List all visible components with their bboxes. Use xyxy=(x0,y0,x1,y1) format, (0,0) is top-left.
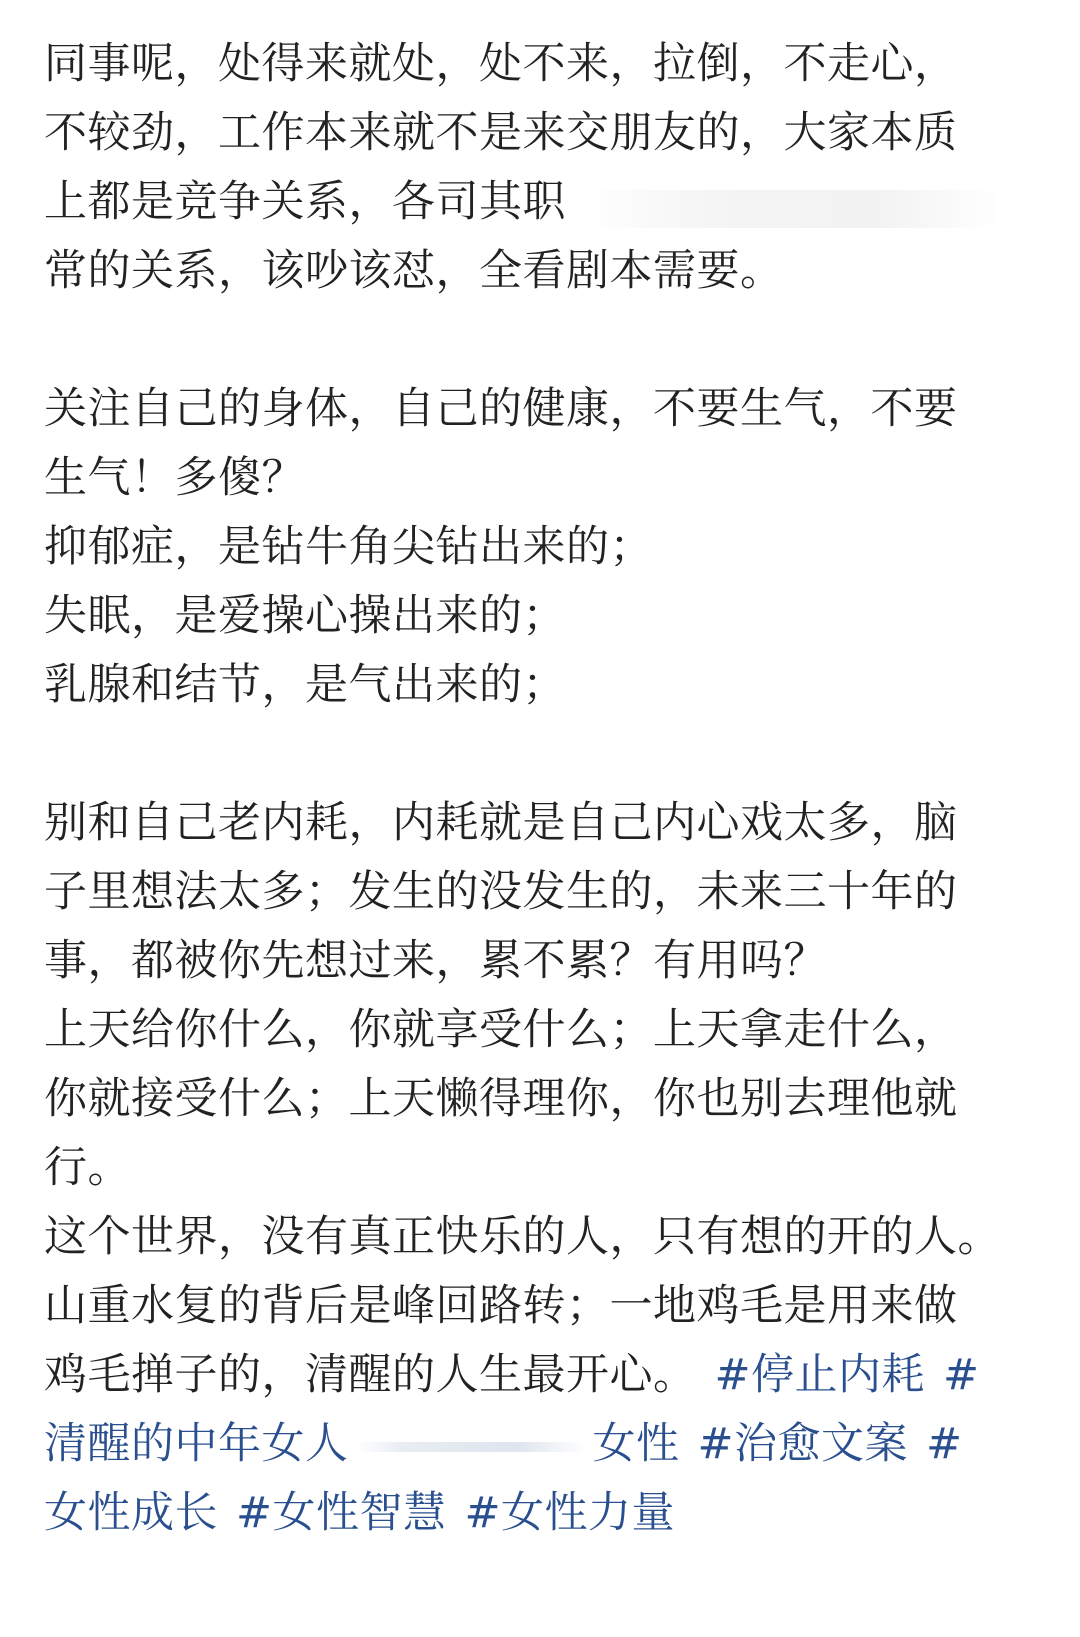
post-body xyxy=(44,30,1044,1548)
text-line: 行。 xyxy=(44,1143,131,1193)
text-line: 生气！多傻？ xyxy=(44,453,305,503)
hashtag-link-healing-copy[interactable]: #治愈文案 xyxy=(697,1419,909,1469)
text-line: 子里想法太多；发生的没发生的，未来三十年的 xyxy=(44,867,958,917)
hashtag-link-female-growth[interactable]: 女性成长 xyxy=(44,1488,218,1538)
hashtag-link-sober-middle-aged-woman-start[interactable]: # xyxy=(943,1350,980,1400)
text-line: 关注自己的身体，自己的健康，不要生气，不要 xyxy=(44,384,958,434)
text-line xyxy=(44,1479,1044,1548)
hashtag-link-female-power[interactable]: #女性力量 xyxy=(464,1488,676,1538)
paragraph-gap xyxy=(44,720,1044,789)
text-line: 抑郁症，是钻牛角尖钻出来的； xyxy=(44,522,653,572)
text-segment: 鸡毛掸子的，清醒的人生最开心。 xyxy=(44,1350,697,1400)
text-line: 乳腺和结节，是气出来的； xyxy=(44,660,566,710)
text-line: 上天给你什么，你就享受什么；上天拿走什么， xyxy=(44,1005,958,1055)
paragraph-gap xyxy=(44,306,1044,375)
text-line: 常的关系，该吵该怼，全看剧本需要。 xyxy=(44,246,784,296)
hashtag-link-female-growth-start[interactable]: # xyxy=(926,1419,963,1469)
obscured-region xyxy=(355,1442,587,1452)
hashtag-link-female-wisdom[interactable]: #女性智慧 xyxy=(236,1488,447,1538)
text-line: 上都是竞争关系，各司其职 xyxy=(44,177,566,227)
hashtag-link-women[interactable]: 女性 xyxy=(592,1419,680,1469)
text-line: 失眠，是爱操心操出来的； xyxy=(44,591,566,641)
text-line: 山重水复的背后是峰回路转；一地鸡毛是用来做 xyxy=(44,1281,958,1331)
text-line: 别和自己老内耗，内耗就是自己内心戏太多，脑 xyxy=(44,798,958,848)
text-line: 你就接受什么；上天懒得理你，你也别去理他就 xyxy=(44,1074,958,1124)
hashtag-link-sober-middle-aged-woman[interactable]: 清醒的中年女人 xyxy=(44,1419,349,1469)
text-line: 同事呢，处得来就处，处不来，拉倒，不走心， xyxy=(44,39,958,89)
text-line: 事，都被你先想过来，累不累？有用吗？ xyxy=(44,936,827,986)
text-line: 这个世界，没有真正快乐的人，只有想的开的人。 xyxy=(44,1212,1001,1262)
text-line: 不较劲，工作本来就不是来交朋友的，大家本质 xyxy=(44,108,958,158)
text-line xyxy=(44,1410,1044,1479)
text-line xyxy=(44,1341,1044,1410)
hashtag-link-stop-internal-friction[interactable]: #停止内耗 xyxy=(714,1350,926,1400)
